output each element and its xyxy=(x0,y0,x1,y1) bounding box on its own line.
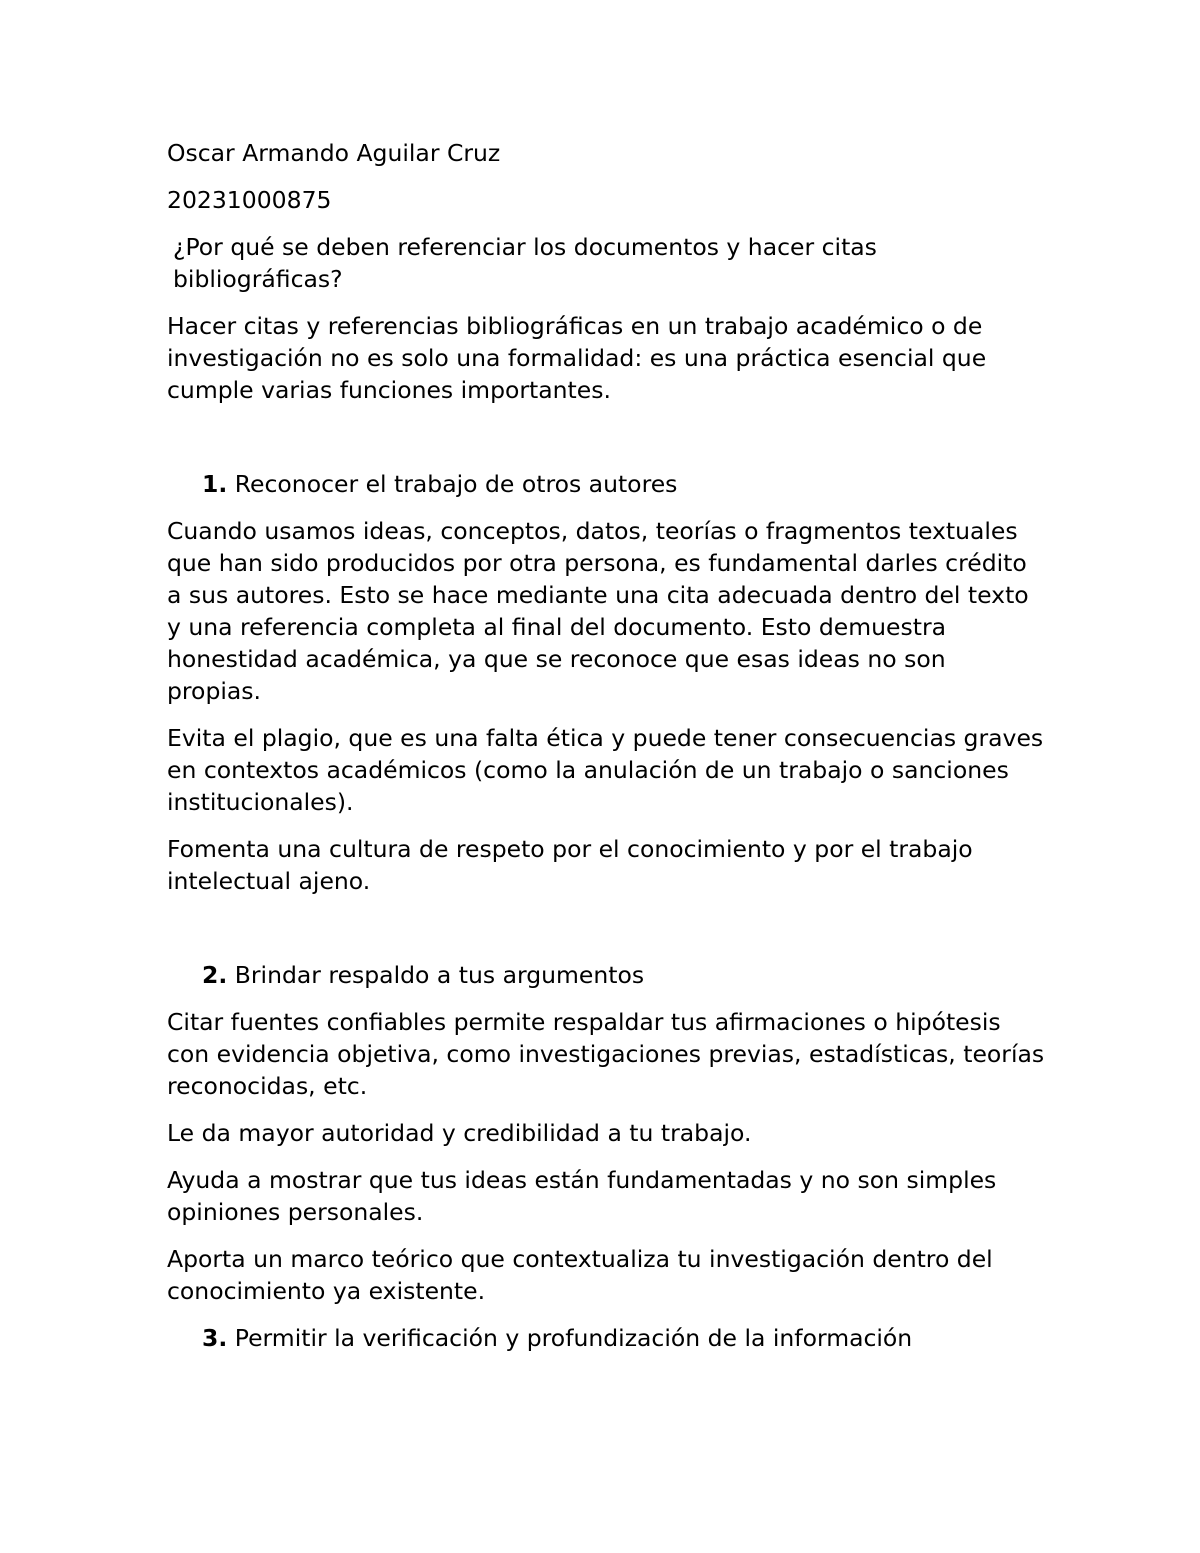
document-body xyxy=(167,137,1047,1354)
section-title: Brindar respaldo a tus argumentos xyxy=(234,961,645,989)
section-heading xyxy=(167,468,1047,500)
question-title: ¿Por qué se deben referenciar los documentos y hacer citas bibliográficas? xyxy=(173,233,877,293)
section-number: 1. xyxy=(202,470,228,498)
section-paragraph: Evita el plagio, que es una falta ética y puede tener consecuencias graves en contextos académicos (como la anulación de un trabajo o sanciones institucionales). xyxy=(167,724,1044,816)
section-number: 3. xyxy=(202,1324,228,1352)
section-paragraph: Ayuda a mostrar que tus ideas están fundamentadas y no son simples opiniones personales. xyxy=(167,1166,997,1226)
section-paragraph: Cuando usamos ideas, conceptos, datos, teorías o fragmentos textuales que han sido producidos por otra persona, es fundamental darles crédito a sus autores. Esto se hace mediante una cita adecuada dentro del texto y una referencia completa al final del documento. Esto demuestra honestidad académica, ya que se reconoce que esas ideas no son propias. xyxy=(167,517,1029,705)
section-heading xyxy=(167,1322,1047,1354)
section-number: 2. xyxy=(202,961,228,989)
section-paragraph: Aporta un marco teórico que contextualiza tu investigación dentro del conocimiento ya existente. xyxy=(167,1245,993,1305)
section-title: Reconocer el trabajo de otros autores xyxy=(234,470,678,498)
section-paragraph: Fomenta una cultura de respeto por el conocimiento y por el trabajo intelectual ajeno. xyxy=(167,835,973,895)
section-title: Permitir la verificación y profundización de la información xyxy=(234,1324,913,1352)
intro-paragraph: Hacer citas y referencias bibliográficas en un trabajo académico o de investigación no es solo una formalidad: es una práctica esencial que cumple varias funciones importantes. xyxy=(167,312,987,404)
section-paragraph: Citar fuentes confiables permite respaldar tus afirmaciones o hipótesis con evidencia objetiva, como investigaciones previas, estadísticas, teorías reconocidas, etc. xyxy=(167,1008,1045,1100)
section-paragraph: Le da mayor autoridad y credibilidad a tu trabajo. xyxy=(167,1119,752,1147)
student-id: 20231000875 xyxy=(167,186,332,214)
author-name: Oscar Armando Aguilar Cruz xyxy=(167,139,501,167)
section-heading xyxy=(167,959,1047,991)
